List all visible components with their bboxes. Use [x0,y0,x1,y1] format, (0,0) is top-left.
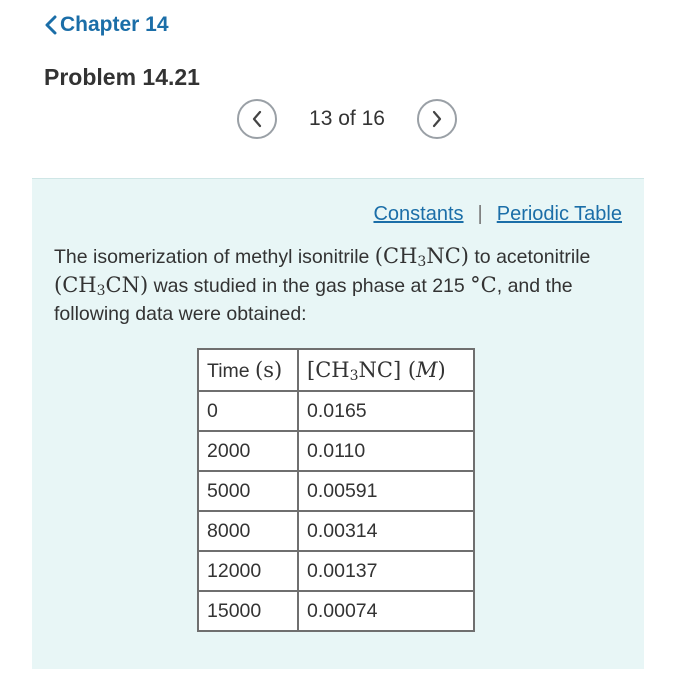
concentration-cell: 0.00137 [298,551,474,591]
problem-panel [32,178,644,669]
time-cell: 12000 [198,551,298,591]
concentration-cell: 0.0110 [298,431,474,471]
time-cell: 0 [198,391,298,431]
statement-part3: was studied in the gas phase at 215 [148,275,471,297]
compound-methyl-isonitrile: $(CH_3NC)$ [374,244,469,270]
header-conc-text: $[CH_3NC]$ (M) [307,357,446,384]
chevron-left-icon [44,15,58,35]
compound2-formula: $CH_3CN$ [62,273,140,299]
problem-pager [237,98,457,140]
time-cell: 2000 [198,431,298,471]
header-concentration [298,349,474,391]
header-time-text: Time (s) [207,357,283,382]
table-row [198,391,474,431]
table-header-row [198,349,474,391]
time-cell: 8000 [198,511,298,551]
concentration-cell: 0.00591 [298,471,474,511]
concentration-cell: 0.00314 [298,511,474,551]
table-row [198,431,474,471]
link-separator: | [477,203,483,225]
problem-title: Problem 14.21 [44,64,200,90]
next-problem-button[interactable] [417,99,457,139]
statement-part1: The isomerization of methyl isonitrile [54,246,375,268]
chevron-left-icon [251,110,263,128]
table-row [198,471,474,511]
constants-link[interactable]: Constants [373,203,464,225]
header-time [198,349,298,391]
compound1-formula: $CH_3NC$ [383,244,461,270]
back-link-label: Chapter 14 [60,13,169,36]
compound-acetonitrile: $(CH_3CN)$ [54,273,149,299]
concentration-cell: 0.0165 [298,391,474,431]
table-row [198,551,474,591]
statement-part4: , and the following data were obtained: [54,275,573,325]
resource-links [373,203,622,226]
previous-problem-button[interactable] [237,99,277,139]
table-row [198,591,474,631]
problem-statement [54,242,620,328]
time-cell: 15000 [198,591,298,631]
table-row [198,511,474,551]
time-cell: 5000 [198,471,298,511]
temperature-unit: °C [470,273,497,297]
kinetics-data-table [197,348,475,632]
table-body [198,391,474,631]
periodic-table-link[interactable]: Periodic Table [496,203,622,225]
chevron-right-icon [431,110,443,128]
back-to-chapter-link[interactable] [44,10,169,40]
concentration-cell: 0.00074 [298,591,474,631]
pager-count: 13 of 16 [309,107,385,130]
statement-part2: to acetonitrile [468,246,591,268]
